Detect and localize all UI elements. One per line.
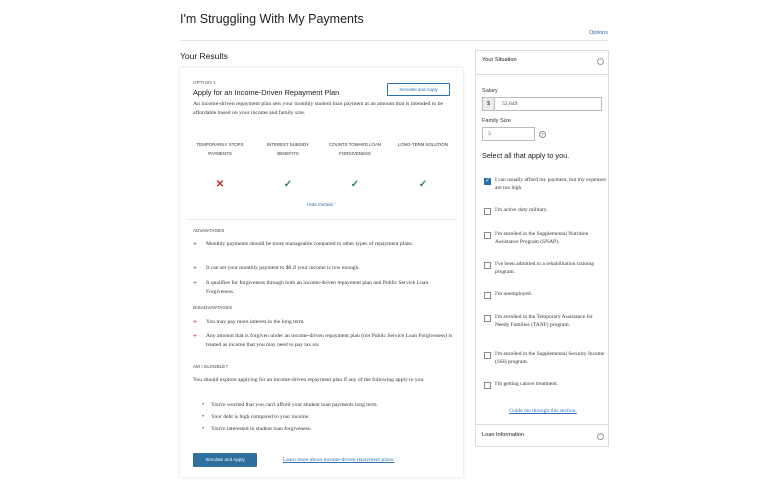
eligibility-text: You should explore applying for an income-driven repayment plan if any of the following apply to you. — [193, 377, 425, 383]
checkbox-icon[interactable] — [484, 352, 491, 359]
salary-label: Salary — [482, 88, 498, 94]
feature-label: INTEREST SUBSIDY BENEFITS — [266, 142, 310, 156]
checkbox-icon[interactable] — [484, 208, 491, 215]
eligibility-item: • You're worried that you can't afford your student loan payments long term. — [202, 402, 378, 408]
disadvantages-heading: DISADVANTAGES — [193, 305, 233, 310]
bullet-icon: • — [202, 414, 205, 420]
situation-checkbox[interactable]: I'm active duty military. — [484, 207, 606, 215]
bullet-icon: • — [202, 402, 205, 408]
situation-checkbox[interactable]: I'm enrolled in the Temporary Assistance for Needy Families (TANF) program. — [484, 314, 606, 330]
plus-icon: + — [193, 264, 197, 272]
simulate-apply-button-top[interactable]: Simulate and Apply — [387, 83, 450, 96]
checkbox-checked-icon[interactable]: ✓ — [485, 178, 491, 184]
situation-checkbox[interactable]: I'm getting cancer treatment. — [484, 381, 606, 389]
hide-details-toggle[interactable]: Hide Details ˆ — [307, 203, 336, 208]
plus-icon: + — [193, 279, 197, 287]
feature-label: COUNTS TOWARD LOAN FORGIVENESS — [328, 142, 382, 156]
simulate-apply-button[interactable]: Simulate and Apply — [193, 453, 257, 467]
situation-checkbox[interactable]: I'm unemployed. — [484, 291, 606, 299]
salary-value: 52,649 — [502, 101, 518, 107]
panel-divider — [476, 424, 608, 425]
plus-icon: + — [193, 318, 197, 326]
checkmark-icon: ✓ — [350, 179, 360, 190]
bullet-icon: • — [202, 426, 205, 432]
checkmark-icon: ✓ — [283, 179, 293, 190]
dollar-prefix: $ — [483, 98, 495, 110]
disadvantage-item: + Any amount that is forgiven under an income-driven repayment plan (not Public Service Loan Forgiveness) is treated as income that you may need to pay tax on. — [193, 332, 453, 348]
guide-me-link[interactable]: Guide me through this section. — [509, 408, 577, 414]
title-divider — [180, 40, 609, 41]
plus-icon: + — [193, 240, 197, 248]
collapse-icon[interactable]: · — [597, 58, 604, 65]
options-link[interactable]: Options — [589, 30, 608, 36]
checkbox-icon[interactable] — [484, 232, 491, 239]
results-title: Your Results — [180, 51, 228, 61]
advantage-item: + Monthly payments should be more manageable compared to other types of repayment plans. — [193, 240, 414, 248]
feature-label: LONG-TERM SOLUTION — [397, 142, 448, 147]
card-divider — [188, 219, 455, 220]
salary-input[interactable] — [482, 97, 602, 111]
eligibility-heading: AM I ELIGIBLE? — [193, 364, 229, 369]
plus-icon: + — [193, 332, 197, 340]
checkmark-icon: ✓ — [418, 179, 428, 190]
learn-more-link[interactable]: Learn more about income-driven repayment plans. — [283, 457, 395, 463]
advantage-item: + It qualifies for forgiveness through both an income-driven repayment plan and Public Service Loan Forgiveness. — [193, 279, 429, 295]
family-size-label: Family Size — [482, 118, 511, 124]
advantages-heading: ADVANTAGES — [193, 228, 225, 233]
option-title: Apply for an Income-Driven Repayment Plan — [193, 88, 340, 97]
situation-checkbox[interactable]: I'm enrolled in the Supplemental Nutrition Assistance Program (SNAP). — [484, 231, 606, 247]
disadvantage-item: + You may pay more interest in the long term. — [193, 318, 305, 326]
family-size-input[interactable]: 3 — [482, 127, 535, 141]
situation-checkbox[interactable]: I'm enrolled in the Supplemental Security Income (SSI) program. — [484, 351, 606, 367]
checkbox-icon[interactable] — [484, 382, 491, 389]
checkbox-icon[interactable] — [484, 292, 491, 299]
panel-divider — [476, 74, 608, 75]
eligibility-item: • You're interested in student loan forgiveness. — [202, 426, 312, 432]
loan-information-header[interactable]: Loan Information — [482, 432, 524, 438]
option-description: An income-driven repayment plan sets your monthly student loan payment at an amount that is intended to be affordable based on your income and family size. — [193, 101, 444, 116]
checkbox-icon[interactable] — [484, 262, 491, 269]
cross-icon: ✕ — [215, 179, 225, 190]
option-card — [180, 68, 463, 477]
checkbox-icon[interactable] — [484, 315, 491, 322]
situation-panel — [475, 50, 609, 447]
option-label: OPTION 1 — [193, 80, 217, 85]
advantage-item: + It can set your monthly payment to $0 if your income is low enough. — [193, 264, 360, 272]
situation-checkbox[interactable]: I've been admitted to a rehabilitation training program. — [484, 261, 606, 277]
expand-icon[interactable]: − — [598, 433, 603, 439]
feature-label: TEMPORARILY STOPS PAYMENTS — [196, 142, 244, 156]
situation-title: Your Situation — [482, 57, 517, 63]
eligibility-item: • Your debt is high compared to your income. — [202, 414, 310, 420]
select-all-heading: Select all that apply to you. — [482, 151, 570, 160]
help-icon[interactable]: ? — [539, 131, 546, 138]
situation-checkbox[interactable]: ✓ I can usually afford my payment, but my expenses are too high. — [485, 177, 606, 191]
page-title: I'm Struggling With My Payments — [180, 12, 364, 26]
